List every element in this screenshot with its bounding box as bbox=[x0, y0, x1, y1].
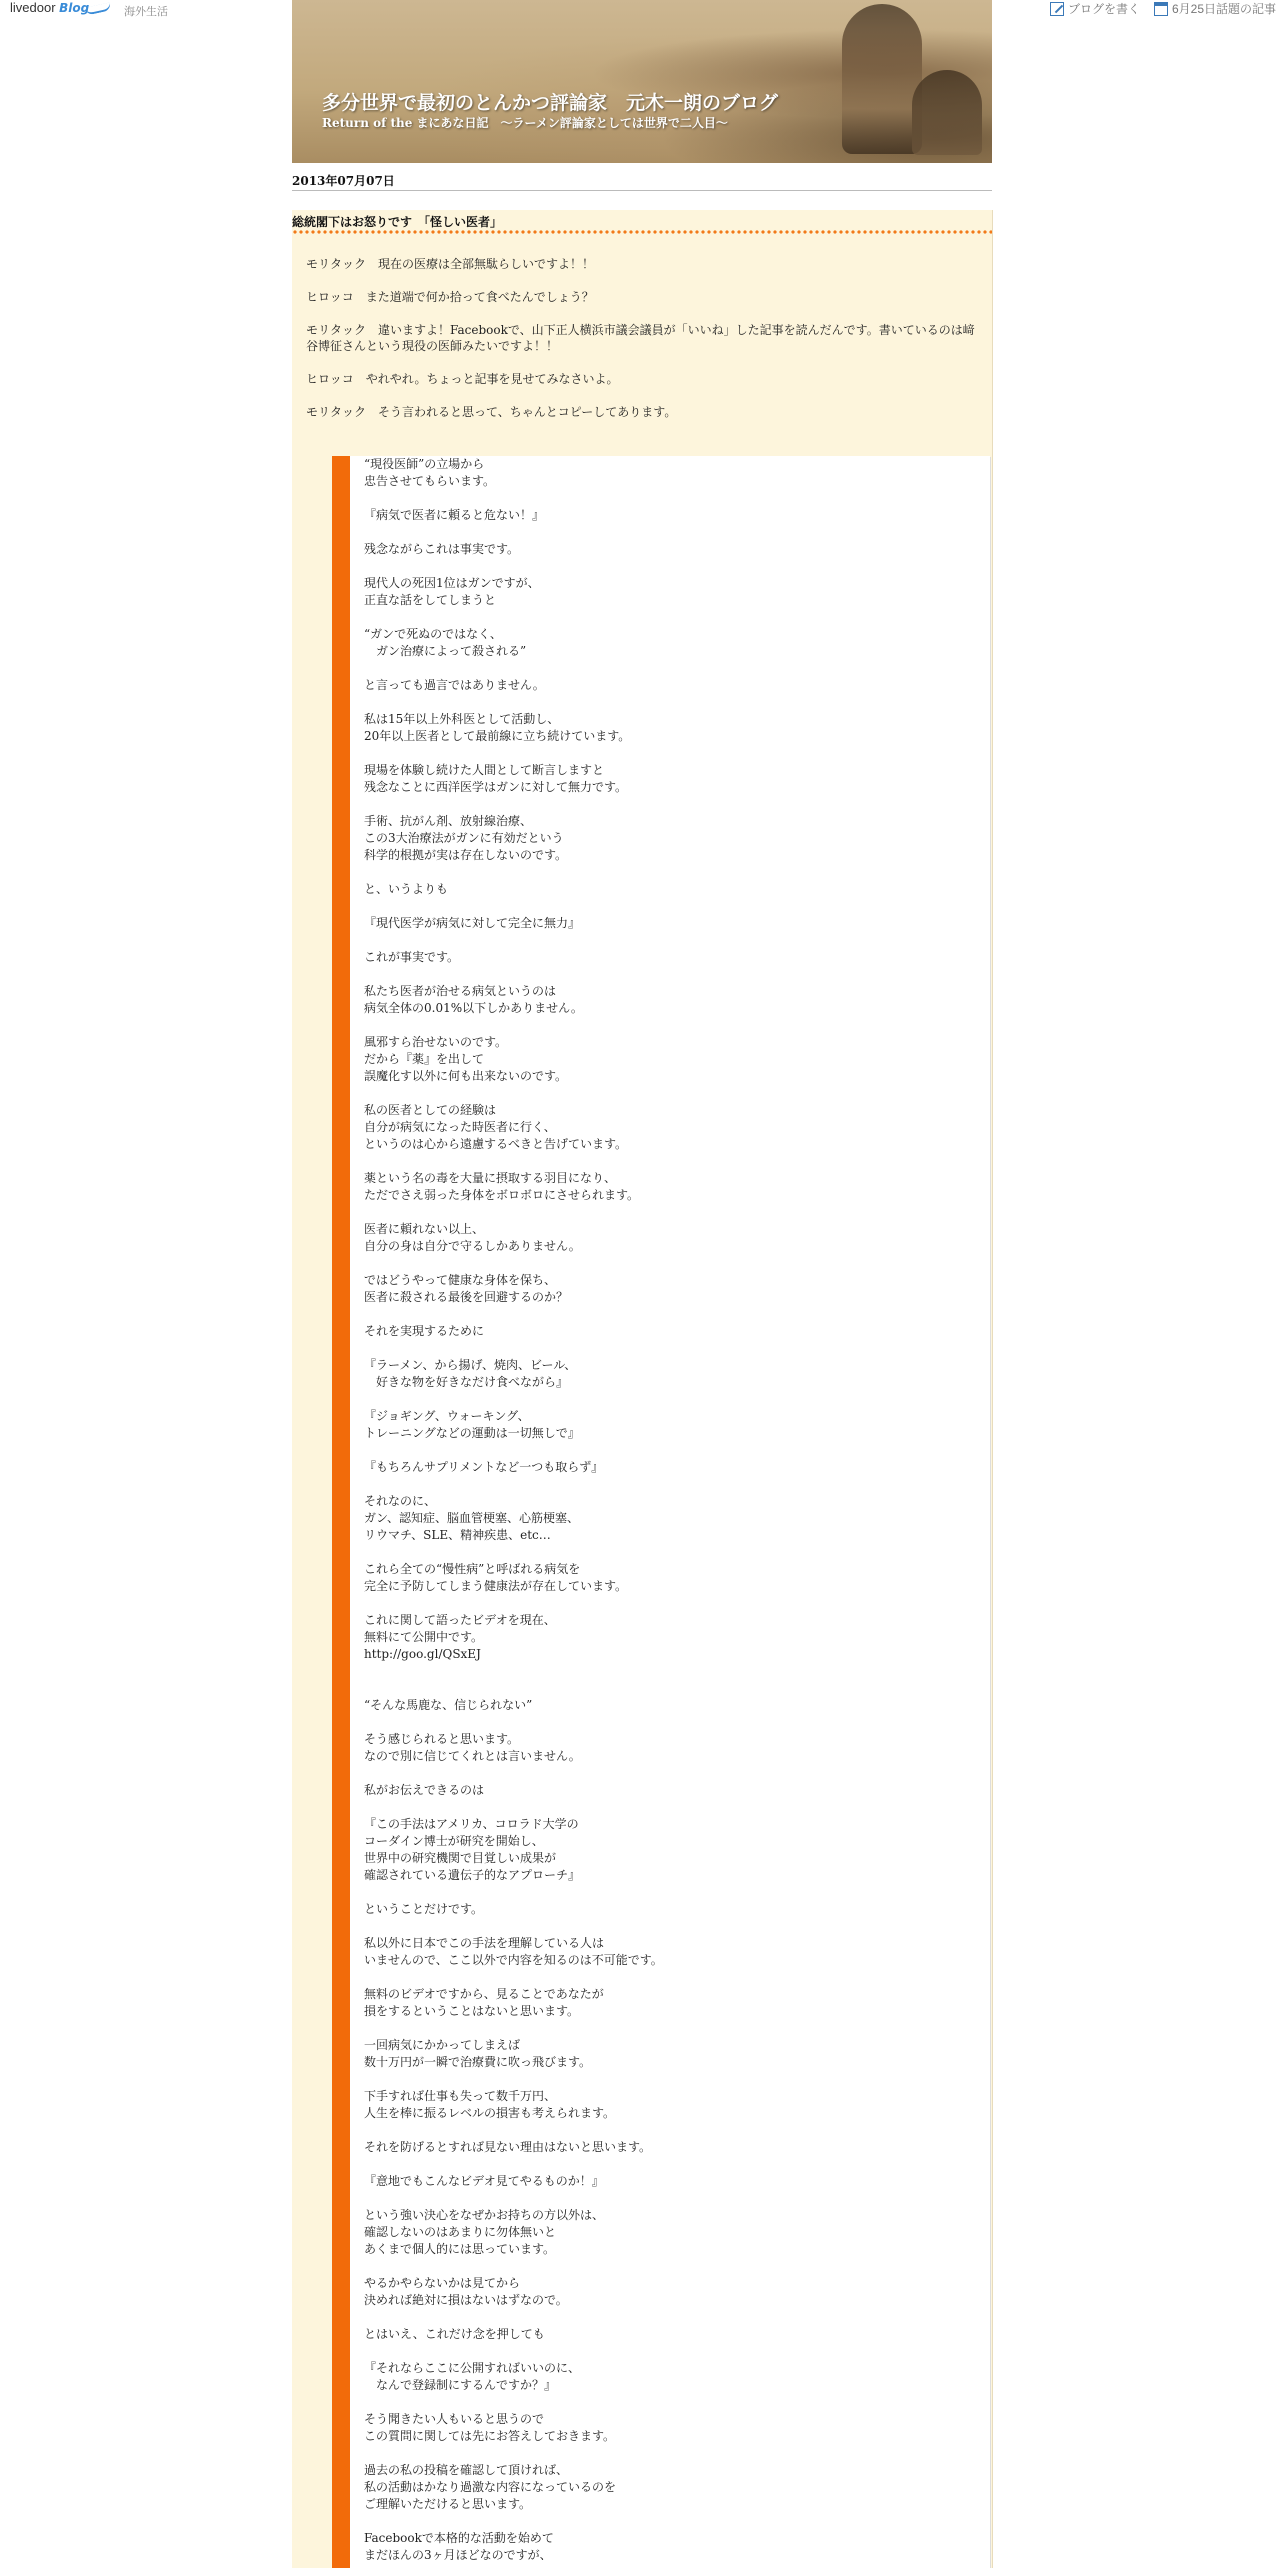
dotted-divider bbox=[292, 230, 992, 234]
pencil-square-icon bbox=[1050, 2, 1064, 16]
logo-text: livedoor bbox=[10, 0, 56, 15]
dialog-line: モリタック そう言われると思って、ちゃんとコピーしてあります。 bbox=[306, 405, 677, 419]
article bbox=[292, 210, 993, 2568]
dialog-block bbox=[306, 256, 986, 437]
dialog-line: モリタック 現在の医療は全部無駄らしいですよ！！ bbox=[306, 257, 595, 271]
trending-label: 6月25日話題の記事 bbox=[1171, 2, 1276, 16]
write-blog-label: ブログを書く bbox=[1067, 2, 1140, 16]
dialog-line: ヒロッコ また道端で何か拾って食べたんでしょう？ bbox=[306, 290, 594, 304]
trending-articles-link[interactable] bbox=[1154, 0, 1276, 17]
dialog-line: モリタック 違いますよ！Facebookで、山下正人横浜市議会議員が「いいね」した記事を読んだんです。書いているのは﨑谷博征さんという現役の医師みたいですよ！！ bbox=[306, 323, 975, 353]
post-date: 2013年07月07日 bbox=[292, 174, 395, 188]
woodblock-figure-image bbox=[842, 4, 922, 154]
blog-header-banner[interactable] bbox=[292, 0, 992, 163]
date-divider bbox=[292, 190, 992, 191]
blog-title[interactable]: 多分世界で最初のとんかつ評論家 元木一朗のブログ bbox=[322, 92, 779, 114]
write-blog-link[interactable] bbox=[1050, 0, 1140, 17]
dialog-line: ヒロッコ やれやれ。ちょっと記事を見せてみなさいよ。 bbox=[306, 372, 619, 386]
livedoor-blog-logo[interactable] bbox=[10, 0, 111, 15]
blog-subtitle: Return of the まにあな日記 ～ラーメン評論家としては世界で二人目～ bbox=[322, 116, 728, 130]
category-link[interactable]: 海外生活 bbox=[124, 6, 168, 18]
calendar-icon bbox=[1154, 2, 1168, 16]
top-links bbox=[1050, 0, 1276, 17]
woodblock-ornament-image bbox=[912, 70, 982, 155]
quote-text: “現役医師”の立場から 忠告させてもらいます。 『病気で医者に頼ると危ない！』 残念ながらこれは事実です。 現代人の死因1位はガンですが、 正直な話をしてしまうと “ガンで死ぬのではなく、 ガン治療によって殺される” と言っても過言ではありません。 私は15年以上外科医として活動し、 20年以上医者として最前線に立ち続けています。 現場を体験し続けた人間として断言しますと 残念なことに西洋医学はガンに対して無力です。 手術、抗がん剤、放射線治療、 この3大治療法がガンに有効だという 科学的根拠が実は存在しないのです。 と、いうよりも 『現代医学が病気に対して完全に無力』 これが事実です。 私たち医者が治せる病気というのは 病気全体の0.01%以下しかありません。 風邪すら治せないのです。 だから『薬』を出して 誤魔化す以外に何も出来ないのです。 私の医者としての経験は 自分が病気になった時医者に行く、 というのは心から遠慮するべきと告げています。 薬という名の毒を大量に摂取する羽目になり、 ただでさえ弱った身体をボロボロにさせられます。 医者に頼れない以上、 自分の身は自分で守るしかありません。 ではどうやって健康な身体を保ち、 医者に殺される最後を回避するのか？ それを実現するために 『ラーメン、から揚げ、焼肉、ビール、 好きな物を好きなだけ食べながら』 『ジョギング、ウォーキング、 トレーニングなどの運動は一切無しで』 『もちろんサプリメントなど一つも取らず』 それなのに、 ガン、認知症、脳血管梗塞、心筋梗塞、 リウマチ、SLE、精神疾患、etc… これら全ての“慢性病”と呼ばれる病気を 完全に予防してしまう健康法が存在しています。 これに関して語ったビデオを現在、 無料にて公開中です。 http://goo.gl/QSxEJ “そんな馬鹿な、信じられない” そう感じられると思います。 なので別に信じてくれとは言いません。 私がお伝えできるのは 『この手法はアメリカ、コロラド大学の コーダイン博士が研究を開始し、 世界中の研究機関で目覚しい成果が 確認されている遺伝子的なアプローチ』 ということだけです。 私以外に日本でこの手法を理解している人は いませんので、ここ以外で内容を知るのは不可能です。 無料のビデオですから、見ることであなたが 損をするということはないと思います。 一回病気にかかってしまえば 数十万円が一瞬で治療費に吹っ飛びます。 下手すれば仕事も失って数千万円、 人生を棒に振るレベルの損害も考えられます。 それを防げるとすれば見ない理由はないと思います。 『意地でもこんなビデオ見てやるものか！』 という強い決心をなぜかお持ちの方以外は、 確認しないのはあまりに勿体無いと あくまで個人的には思っています。 やるかやらないかは見てから 決めれば絶対に損はないはずなので。 とはいえ、これだけ念を押しても 『それならここに公開すればいいのに、 なんで登録制にするんですか？』 そう聞きたい人もいると思うので この質問に関しては先にお答えしておきます。 過去の私の投稿を確認して頂ければ、 私の活動はかなり過激な内容になっているのを ご理解いただけると思います。 Facebookで本格的な活動を始めて まだほんの3ヶ月ほどなのですが、 bbox=[364, 457, 663, 2562]
logo-blog-text: Blog bbox=[59, 1, 90, 15]
blockquote bbox=[332, 456, 990, 2568]
article-title[interactable]: 総統閣下はお怒りです 「怪しい医者」 bbox=[292, 215, 503, 229]
